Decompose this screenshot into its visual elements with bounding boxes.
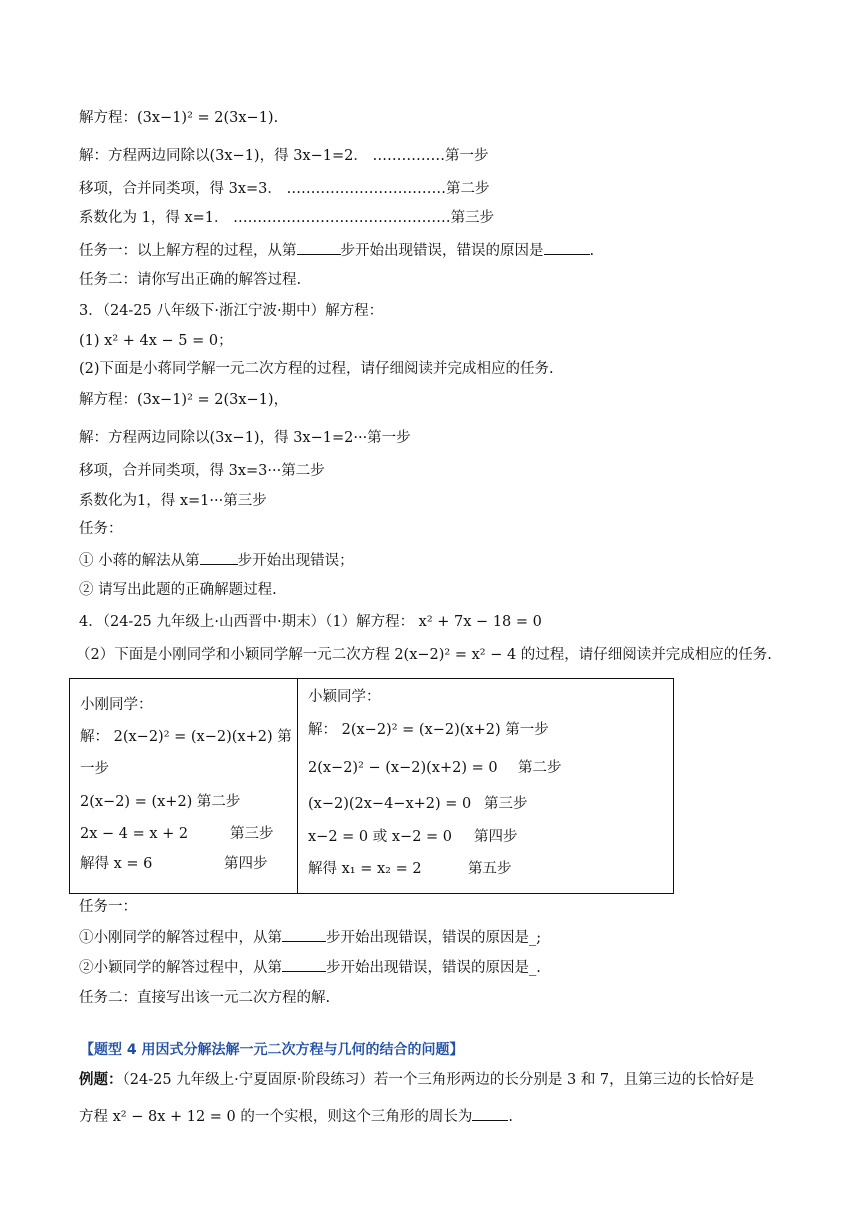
after-task-one-2 [79, 957, 541, 978]
q3-task-2: ② 请写出此题的正确解题过程. [79, 582, 277, 598]
after-task-one-2-b: 步开始出现错误，错误的原因是_. [326, 960, 541, 976]
right-title: 小颖同学： [308, 689, 381, 705]
right-row-4-eq: x−2 = 0 或 x−2 = 0 [308, 829, 453, 845]
q3-task-1-a: ① 小蒋的解法从第 [79, 553, 200, 569]
q3-task-label: 任务： [79, 521, 123, 537]
right-row-3-eq: (x−2)(2x−4−x+2) = 0 [308, 796, 472, 812]
solution-step-1: 解：方程两边同除以(3x−1)，得 3x−1=2． ……………第一步 [79, 148, 489, 164]
answer-blank[interactable] [544, 240, 590, 255]
q3-task-1 [79, 550, 354, 571]
after-task-two: 任务二：直接写出该一元二次方程的解. [79, 990, 331, 1006]
example-text-2: 方程 x² − 8x + 12 = 0 的一个实根，则这个三角形的周长为 [79, 1109, 473, 1125]
after-task-one-1-a: ①小刚同学的解答过程中，从第 [79, 930, 282, 946]
left-row-5-step: 第四步 [224, 856, 268, 872]
left-row-3: 2(x−2) = (x+2) 第二步 [80, 794, 241, 810]
after-task-one-2-a: ②小颖同学的解答过程中，从第 [79, 960, 282, 976]
right-row-5-eq: 解得 x₁ = x₂ = 2 [308, 861, 422, 877]
left-row-2: 一步 [80, 761, 109, 777]
question-3-part-1: (1) x² + 4x − 5 = 0； [79, 333, 233, 349]
task-one-part-b: 步开始出现错误，错误的原因是 [340, 243, 544, 259]
section-heading: 【题型 4 用因式分解法解一元二次方程与几何的结合的问题】 [80, 1042, 464, 1058]
task-one [79, 240, 594, 261]
answer-blank[interactable] [472, 1106, 508, 1121]
answer-blank[interactable] [297, 240, 341, 255]
table-divider [297, 679, 298, 893]
example-text-1: （24-25 九年级上·宁夏固原·阶段练习）若一个三角形两边的长分别是 3 和 7，且第三边的长恰好是 [122, 1072, 755, 1088]
after-task-one-1-b: 步开始出现错误，错误的原因是_; [326, 930, 542, 946]
question-4-title: 4．（24-25 九年级上·山西晋中·期末）（1）解方程： x² + 7x − 18 = 0 [79, 614, 542, 630]
example-line-2 [79, 1106, 513, 1127]
right-row-2-step: 第二步 [518, 760, 562, 776]
problem-equation: 解方程：(3x−1)² = 2(3x−1). [79, 110, 279, 126]
question-3-title: 3．（24-25 八年级下·浙江宁波·期中）解方程： [79, 303, 384, 319]
solution-step-3: 系数化为 1，得 x=1． ………………………………………第三步 [79, 210, 495, 226]
q3-step-1: 解：方程两边同除以(3x−1)，得 3x−1=2···第一步 [79, 430, 411, 446]
left-row-5-eq: 解得 x = 6 [80, 856, 153, 872]
example-period: . [508, 1109, 513, 1125]
solution-step-2: 移项，合并同类项，得 3x=3． ……………………………第二步 [79, 181, 490, 197]
q3-task-1-b: 步开始出现错误； [237, 553, 354, 569]
answer-blank[interactable] [282, 927, 326, 942]
question-4-part-2: （2）下面是小刚同学和小颖同学解一元二次方程 2(x−2)² = x² − 4 的过程，请仔细阅读并完成相应的任务. [76, 647, 772, 663]
after-task-one: 任务一： [79, 899, 137, 915]
left-row-1: 解： 2(x−2)² = (x−2)(x+2) 第 [80, 729, 292, 745]
after-task-one-1 [79, 927, 541, 948]
task-one-period: . [589, 243, 595, 259]
right-row-4-step: 第四步 [474, 829, 518, 845]
right-row-5-step: 第五步 [468, 861, 512, 877]
comparison-table [69, 678, 674, 894]
question-3-part-2: (2)下面是小蒋同学解一元二次方程的过程，请仔细阅读并完成相应的任务. [79, 361, 554, 377]
task-two: 任务二：请你写出正确的解答过程. [79, 272, 302, 288]
answer-blank[interactable] [282, 957, 326, 972]
left-row-4-step: 第三步 [230, 826, 274, 842]
right-row-1: 解： 2(x−2)² = (x−2)(x+2) 第一步 [308, 722, 549, 738]
example-label: 例题： [79, 1071, 123, 1088]
q3-equation: 解方程：(3x−1)² = 2(3x−1)， [79, 392, 289, 408]
q3-step-2: 移项，合并同类项，得 3x=3···第二步 [79, 463, 325, 479]
left-row-4-eq: 2x − 4 = x + 2 [80, 826, 189, 842]
q3-step-3: 系数化为1，得 x=1···第三步 [79, 493, 267, 509]
example-line-1 [79, 1070, 754, 1090]
right-row-3-step: 第三步 [484, 796, 528, 812]
answer-blank[interactable] [200, 550, 238, 565]
task-one-part-a: 任务一：以上解方程的过程，从第 [79, 243, 297, 259]
left-title: 小刚同学： [80, 697, 153, 713]
right-row-2-eq: 2(x−2)² − (x−2)(x+2) = 0 [308, 760, 498, 776]
